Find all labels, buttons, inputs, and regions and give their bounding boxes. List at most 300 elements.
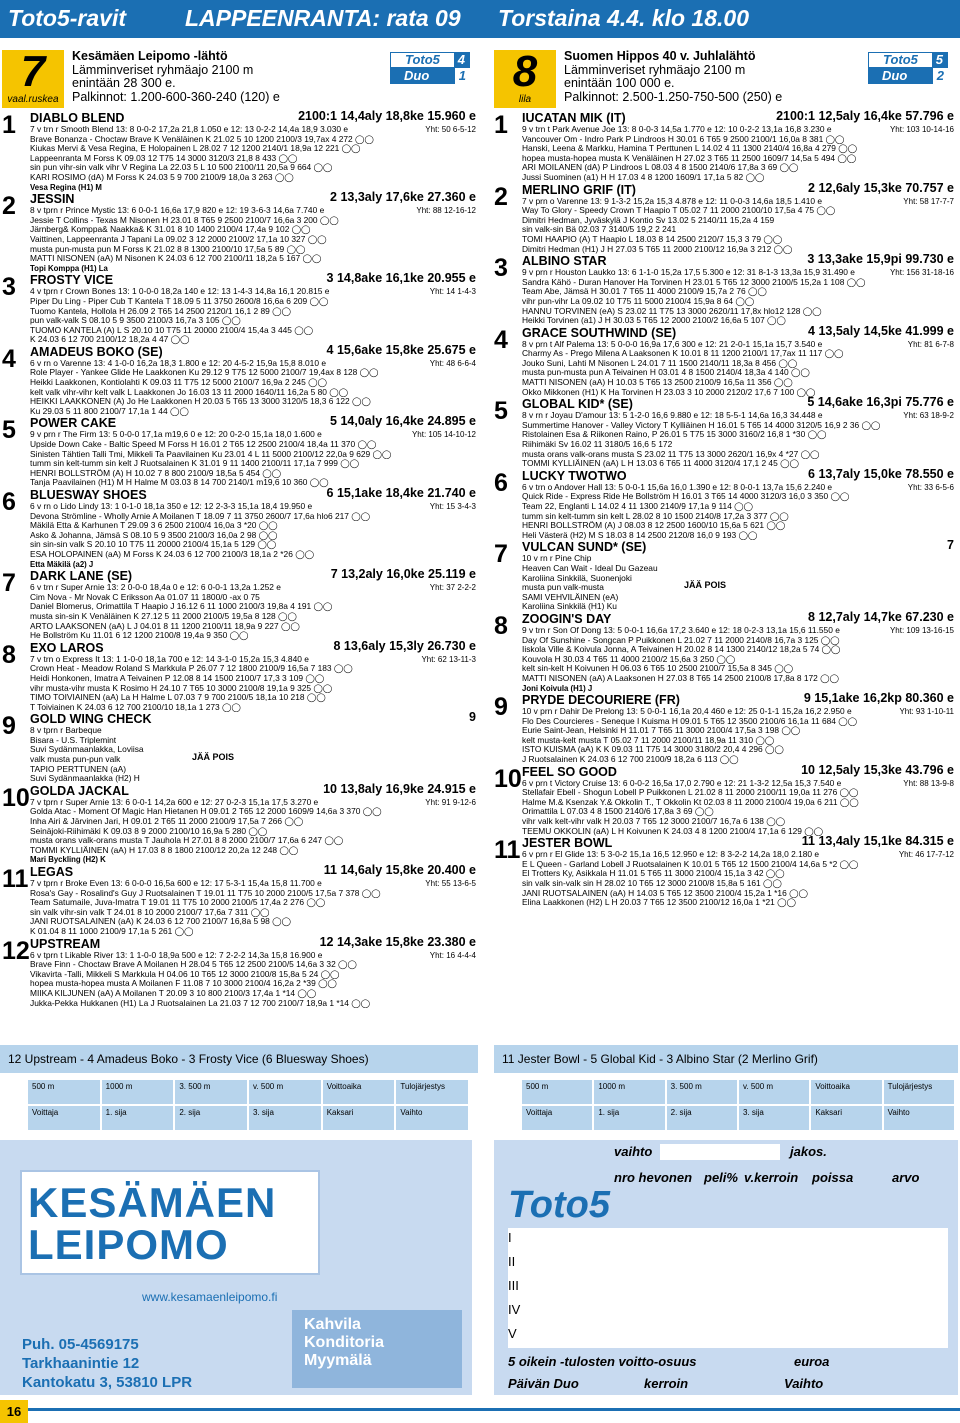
- duo-number: 1: [455, 68, 470, 84]
- horse-name: GRACE SOUTHWIND (SE): [522, 325, 677, 340]
- coupon-row-label: V: [508, 1326, 517, 1341]
- horse-stats: 6 13,7aly 15,0ke 78.550 e: [808, 466, 954, 481]
- horse-detail-line: El Trotters Ky, Asikkala H 11.01 5 T65 11 3000 2100/4 15,1a 3 42 ◯◯: [522, 869, 785, 879]
- race-7-header: [2, 46, 480, 112]
- horse-entry: [494, 691, 958, 765]
- result-cell: Kaksari: [323, 1106, 397, 1130]
- horse-stats: 10 12,5aly 15,3ke 43.796 e: [801, 762, 954, 777]
- horse-detail-line: TOMMI KYLLIÄINEN (aA) L H 13.03 6 T65 11 4000 3120/4 17,1 2 45 ◯◯: [522, 459, 799, 469]
- horse-detail-line: TIMO TOIVIAINEN (aA) La H Halme L 07.03 7 9 700 2100/5 18,1a 10 218 ◯◯: [30, 693, 326, 703]
- horse-entry: [2, 567, 480, 641]
- page-banner: [0, 0, 960, 38]
- horse-detail-line: Brave Bonanza - Choctaw Brave K Venäläinen K 21.02 5 10 1200 2100/3 19,7ax 4 272 ◯◯: [30, 134, 374, 144]
- horse-detail-line: Team Satumaile, Juva-Imatra T 19.01 11 T75 10 2000 2100/5 17,4a 2 276 ◯◯: [30, 898, 326, 908]
- horse-entry: [494, 252, 958, 326]
- horse-number: 12: [2, 936, 30, 965]
- horse-detail-line: Jukka-Pekka Hukkanen (H1) La J Ruotsalainen La 21.03 7 12 700 2100/7 18,9a 1 *14 ◯◯: [30, 998, 371, 1008]
- horse-number: 3: [494, 254, 508, 283]
- horse-detail-line: Suvi Sydänmaanlakka (H2) H: [30, 774, 140, 784]
- race-8-result-grid: [522, 1080, 954, 1132]
- advert-address: [22, 1335, 192, 1392]
- race-8-tips: 11 Jester Bowl - 5 Global Kid - 3 Albino Star (2 Merlino Grif): [494, 1045, 958, 1073]
- scratched-label: JÄÄ POIS: [684, 580, 727, 591]
- horse-number: 7: [494, 540, 508, 569]
- horse-detail-line: TOMI HAAPIO (A) T Haapio L 18.03 8 14 2500 2120/7 15,3 3 79 ◯◯: [522, 234, 783, 244]
- result-cell: 500 m: [28, 1080, 102, 1104]
- advert-street: Kantokatu 3, 53810 LPR: [22, 1374, 193, 1391]
- horse-detail-line: vihr pun-vihr La 09.02 10 T75 11 5000 2100/4 15,9a 8 64 ◯◯: [522, 296, 755, 306]
- horse-total: Yht: 62 13-11-3: [421, 654, 476, 664]
- horse-detail-line: T Toiviainen K 24.03 6 12 700 2100/10 18,1a 1 273 ◯◯: [30, 702, 241, 712]
- horse-name: FEEL SO GOOD: [522, 764, 617, 779]
- result-row: [522, 1106, 954, 1130]
- horse-total: Yht: 46 17-7-12: [898, 850, 954, 860]
- race-7-column: [2, 46, 480, 1009]
- result-cell: Tulojärjestys: [884, 1080, 954, 1104]
- result-cell: Kaksari: [811, 1106, 883, 1130]
- race-info: [72, 50, 280, 104]
- horse-number: 6: [2, 488, 16, 516]
- coupon-label: Päivän Duo: [508, 1376, 579, 1391]
- horse-name: PRYDE DECOURIERE (FR): [522, 693, 680, 708]
- horse-total: Yht: 50 6-5-12: [425, 125, 476, 134]
- horse-total: Yht: 88 13-9-8: [903, 778, 954, 788]
- horse-number: 4: [494, 325, 508, 354]
- horse-entry: [494, 834, 958, 908]
- horse-detail-line: Way To Glory - Speedy Crown T Haapio T 05.02 7 11 2000 2100/10 17,5a 4 75 ◯◯: [522, 206, 836, 216]
- horse-name: ZOOGIN'S DAY: [522, 611, 612, 626]
- horse-number: 8: [2, 640, 16, 669]
- horse-name: GLOBAL KID* (SE): [522, 397, 633, 412]
- horse-detail-line: musta pun valk-musta: [522, 583, 604, 593]
- horse-stats: 11 14,6aly 15,8ke 20.400 e: [323, 863, 476, 877]
- horse-detail-line: Heaven Can Wait - Ideal Du Gazeau: [522, 563, 658, 573]
- horse-detail-line: Seinäjoki-Riihimäki K 09.03 8 9 2000 2100/10 16,9a 5 280 ◯◯: [30, 826, 268, 836]
- result-cell: Vaihto: [396, 1106, 468, 1130]
- result-cell: Voittaja: [28, 1106, 102, 1130]
- horse-entry: [2, 934, 480, 1009]
- horse-detail-line: MATTI NISONEN (aA) M Nisonen K 24.03 6 12 700 2100/11 18,2a 5 167 ◯◯: [30, 254, 322, 264]
- horse-detail-line: ISTO KUISMA (aA) K K 09.03 11 T75 14 3000 3180/2 20,4 4 296 ◯◯: [522, 745, 784, 755]
- horse-detail-line: Ku 29.03 5 11 800 2100/7 17,1a 1 44 ◯◯: [30, 406, 189, 416]
- race-7-result-grid: [28, 1080, 468, 1132]
- race-limit: enintään 100 000 e.: [564, 76, 675, 90]
- race-number: 7: [20, 47, 46, 96]
- horse-detail-line: musta pun-musta pun A Teivainen H 03.01 4 8 1500 2140/4 18,3a 4 140 ◯◯: [522, 368, 810, 378]
- horse-total: Yht: 55 13-6-5: [425, 879, 476, 888]
- horse-detail-line: TEEMU OKKOLIN (aA) L H Koivunen K 24.03 4 8 1200 2100/4 17,1a 6 129 ◯◯: [522, 826, 824, 836]
- horse-detail-line: 9 v prn r Houston Laukko 13: 6 1-1-0 15,2a 17,5 5.300 e 12: 31 8-1-3 13,3a 15,9 31.490 e: [522, 268, 855, 278]
- horse-stats: 2 13,3aly 17,6ke 27.360 e: [330, 190, 476, 205]
- horse-stats: 7 13,2aly 16,0ke 25.119 e: [330, 567, 476, 582]
- horse-stats: 12 14,3ake 15,8ke 23.380 e: [319, 934, 476, 949]
- horse-detail-line: musta orans valk-orans musta S 23.02 11 T75 13 3000 2620/1 16,9x 4 *27 ◯◯: [522, 449, 820, 459]
- horse-name: LEGAS: [30, 865, 74, 879]
- horse-name: IUCATAN MIK (IT): [522, 111, 626, 125]
- horse-detail-line: 10 v rn r Pine Chip: [522, 554, 592, 564]
- horse-detail-line: Quick Ride - Express Ride He Bollström H 16.01 3 T65 14 4000 3120/3 16,0 3 350 ◯◯: [522, 492, 850, 502]
- toto-label: Toto5: [405, 52, 440, 67]
- horse-trainer: Joni Koivula (H1) J: [522, 683, 593, 693]
- horse-detail-line: 6 v trn r Super Arnie 13: 2 0-0-0 18,4a 0 e 12: 6 0-0-1 13,2a 1.252 e: [30, 583, 281, 593]
- horse-detail-line: sin valk vihr-sin valk T 24.01 8 10 2000 2100/7 17,6a 7 311 ◯◯: [30, 907, 270, 917]
- horse-detail-line: Okko Mikkonen (H1) K Ha Torvinen H 23.03 3 10 2000 2120/2 17,6 7 100 ◯◯: [522, 387, 816, 397]
- horse-detail-line: 8 v rn r Joyau D'amour 13: 5 1-2-0 16,6 9.880 e 12: 18 5-5-1 14,6a 16,3 34.448 e: [522, 411, 823, 421]
- result-cell: 1. sija: [594, 1106, 666, 1130]
- horse-number: 9: [2, 712, 16, 741]
- horse-detail-line: 6 v rn o Varenne 13: 4 1-0-0 16,2a 18,3 1.800 e 12: 20 4-5-2 15,9a 15,8 8.010 e: [30, 358, 326, 368]
- horse-detail-line: 10 v prn r Dahir De Prelong 13: 5 0-0-1 16,1a 20,4 460 e 12: 25 0-1-1 15,2a 16,2 2.950 e: [522, 707, 852, 717]
- coupon-row-label: I: [508, 1230, 512, 1245]
- horse-detail-line: Suvi Sydänmaanlakka, Loviisa: [30, 745, 144, 755]
- horse-detail-line: Team 22, Englanti L 14.02 4 11 1300 2140/9 17,1a 9 114 ◯◯: [522, 502, 753, 511]
- coupon-row-label: II: [508, 1254, 516, 1269]
- horse-list: [494, 109, 958, 908]
- horse-detail-line: 6 v trn o Andover Hall 13: 5 0-0-1 15,6a 16,0 1.390 e 12: 8 0-0-1 13,7a 15,6 2.240 e: [522, 482, 833, 492]
- horse-number: 1: [2, 111, 16, 139]
- horse-number: 5: [2, 416, 16, 445]
- horse-number: 1: [494, 111, 508, 139]
- result-cell: v. 500 m: [249, 1080, 323, 1104]
- horse-stats: 5 14,0aly 16,4ke 24.895 e: [330, 414, 476, 429]
- horse-detail-line: sin valk sin-valk sin H 28.02 10 T65 12 3000 2100/8 15,8a 5 161 ◯◯: [522, 879, 782, 888]
- coupon-label: peli%: [704, 1170, 738, 1185]
- horse-name: DIABLO BLEND: [30, 111, 125, 125]
- result-cell: 1000 m: [102, 1080, 176, 1104]
- coupon-entry-table[interactable]: [508, 1228, 948, 1348]
- horse-detail-line: 7 v trn o Express It 13: 1 1-0-0 18,1a 700 e 12: 14 3-1-0 15,2a 15,3 4.840 e: [30, 654, 309, 664]
- coupon-label: Vaihto: [784, 1376, 824, 1391]
- horse-total: Yht: 16 4-4-4: [429, 950, 476, 960]
- horse-detail-line: Dimitri Hedman, Jyväskylä J Kontio Sv 13.02 5 2140/11 15,2a 4 159: [522, 215, 775, 225]
- horse-detail-line: 9 v trn t Park Avenue Joe 13: 8 0-0-3 14,5a 1.770 e 12: 10 0-2-2 13,1a 16,8 3.230 e: [522, 125, 832, 134]
- result-cell: Voittoaika: [811, 1080, 883, 1104]
- horse-detail-line: Day Of Sunshine - Songcan P Puikkonen L 21.02 7 11 2000 2140/8 16,7a 3 125 ◯◯: [522, 635, 840, 645]
- advert-cafe-line: Kahvila: [304, 1316, 361, 1333]
- duo-label: Duo: [404, 68, 430, 83]
- result-cell: 2. sija: [175, 1106, 249, 1130]
- horse-stats: 4 13,5aly 14,5ke 41.999 e: [808, 323, 954, 338]
- horse-entry: [494, 609, 958, 693]
- race-color: vaal.ruskea: [7, 94, 59, 105]
- result-cell: 3. sija: [739, 1106, 811, 1130]
- horse-detail-line: J Ruotsalainen K 24.03 6 12 700 2100/9 18,2a 6 113 ◯◯: [522, 755, 739, 765]
- horse-detail-line: 7 v tprn r Broke Even 13: 6 0-0-0 16,5a 600 e 12: 17 5-3-1 15,4a 15,8 11.700 e: [30, 879, 322, 888]
- coupon-row-label: III: [508, 1278, 519, 1293]
- horse-number: 9: [494, 693, 508, 722]
- horse-entry: [2, 486, 480, 569]
- horse-name: BLUESWAY SHOES: [30, 488, 147, 502]
- race-8-header: [494, 46, 958, 112]
- horse-entry: [2, 781, 480, 865]
- horse-detail-line: SAMI VEHVILÄINEN (eA): [522, 592, 619, 602]
- race-prizes: Palkinnot: 1.200-600-360-240 (120) e: [72, 89, 280, 104]
- horse-detail-line: kelt musta-kelt musta T 05.02 7 11 2000 2100/11 18,9a 11 310 ◯◯: [522, 735, 775, 745]
- horse-name: POWER CAKE: [30, 416, 117, 431]
- horse-detail-line: Vikavirta -Talli, Mikkeli S Markkula H 04.06 10 T65 12 3000 2100/8 15,8a 5 24 ◯◯: [30, 969, 340, 979]
- horse-trainer: Etta Mäkilä (a2) J: [30, 559, 94, 569]
- horse-detail-line: K 24.03 6 12 700 2100/12 18,2a 4 47 ◯◯: [30, 335, 190, 345]
- horse-entry: [2, 271, 480, 345]
- horse-detail-line: tumm sin kelt-tumm sin kelt J Ruotsalainen K 31.01 9 11 1400 2100/11 17,1a 7 999 ◯◯: [30, 459, 359, 469]
- toto-number: 4: [454, 53, 469, 67]
- horse-stats: 4 15,6ake 15,8ke 25.675 e: [326, 342, 476, 357]
- horse-detail-line: Inha Airi & Järvinen Jari, H 09.01 2 T65 11 2000 2100/9 17,5a 7 266 ◯◯: [30, 817, 304, 827]
- page-divider: [28, 1408, 960, 1411]
- coupon-label: jakos.: [790, 1144, 827, 1159]
- horse-name: FROSTY VICE: [30, 273, 114, 288]
- horse-name: GOLD WING CHECK: [30, 712, 152, 727]
- horse-detail-line: tumm sin kelt-tumm sin kelt L 28.02 8 10 1500 2140/8 17,2a 3 377 ◯◯: [522, 511, 789, 521]
- advert-street: Tarkhaanintie 12: [22, 1355, 140, 1372]
- horse-detail-line: Upside Down Cake - Baltic Speed M Forss H 16.01 2 T65 12 2500 2100/4 18,4a 11 370 ◯◯: [30, 440, 377, 450]
- horse-detail-line: Summertime Hanover - Valley Victory T Kylliäinen H 16.01 5 T65 14 4000 3120/5 16,9 2 36 ◯◯: [522, 420, 881, 430]
- horse-total: Yht: 91 9-12-6: [425, 797, 476, 807]
- toto-number: 5: [932, 53, 947, 67]
- horse-detail-line: Sandra Kähö - Duran Hanover Ha Torvinen H 23.01 5 T65 12 3000 2100/5 15,2a 1 108 ◯◯: [522, 277, 866, 287]
- horse-total: Yht: 37 2-2-2: [429, 583, 476, 593]
- horse-detail-line: 6 v prn t Victory Cruise 13: 6 0-0-2 16,5a 17,0 2.790 e 12: 21 1-3-2 12,5a 15,3 7.540 e: [522, 778, 842, 788]
- coupon-label: poissa: [812, 1170, 854, 1185]
- horse-detail-line: Jessie T Collins - Texas M Nisonen H 23.01 8 T65 9 2500 2100/7 16,6a 3 200 ◯◯: [30, 215, 339, 225]
- horse-detail-line: Orimattila L 07.03 4 8 1500 2140/6 17,8a 3 69 ◯◯: [522, 807, 714, 817]
- horse-name: EXO LAROS: [30, 640, 104, 655]
- horse-detail-line: musta orans valk-orans musta T Jauhola H 27.01 8 8 2000 2100/7 17,6a 6 247 ◯◯: [30, 836, 344, 846]
- horse-name: AMADEUS BOKO (SE): [30, 344, 163, 359]
- horse-detail-line: Team Abe, Jämsä H 30.01 7 T65 11 4000 2100/9 15,7a 2 76 ◯◯: [522, 287, 767, 297]
- horse-total: Yht: 15 3-4-3: [429, 502, 476, 511]
- banner-date: Torstaina 4.4. klo 18.00: [498, 5, 749, 31]
- horse-stats: 3 13,3ake 15,9pi 99.730 e: [807, 252, 954, 267]
- horse-number: 5: [494, 397, 508, 426]
- horse-detail-line: 8 v tprn r Barbeque: [30, 726, 102, 736]
- horse-number: 4: [2, 344, 16, 373]
- horse-name: JESTER BOWL: [522, 836, 613, 851]
- horse-stats: 11 13,4aly 15,1ke 84.315 e: [801, 834, 954, 849]
- horse-detail-line: sin pun vihr-sin valk vihr V Regina La 22.03 5 L 10 500 2100/11 20,5a 9 664 ◯◯: [30, 163, 333, 173]
- horse-detail-line: Heikki Laakkonen, Kontiolahti K 09.03 11 T75 12 5000 2100/7 16,9a 2 245 ◯◯: [30, 378, 327, 388]
- coupon-label: vaihto: [614, 1144, 653, 1159]
- horse-detail-line: 8 v tprn r Prince Mystic 13: 6 0-0-1 16,6a 17,9 820 e 12: 19 3-6-3 14,6a 7.740 e: [30, 206, 325, 216]
- horse-detail-line: pun valk-valk S 08.10 5 9 3500 2100/3 16,7a 3 105 ◯◯: [30, 316, 241, 326]
- horse-stats: 6 15,1ake 18,4ke 21.740 e: [326, 486, 476, 500]
- race-number-badge: [2, 47, 64, 108]
- horse-entry: [2, 710, 480, 784]
- horse-detail-line: 7 v trn r Smooth Blend 13: 8 0-0-2 17,2a 21,8 1.050 e 12: 13 0-2-2 14,4a 18,9 3.030 e: [30, 125, 349, 134]
- horse-detail-line: vihr musta-vihr musta K Rosimo H 24.10 7 T65 10 3000 2100/8 19,1a 9 325 ◯◯: [30, 683, 333, 693]
- horse-detail-line: Piper Du Ling - Piper Cub T Kantela T 18.09 5 11 3750 2600/8 16,6a 6 209 ◯◯: [30, 296, 329, 306]
- horse-name: MERLINO GRIF (IT): [522, 182, 636, 197]
- result-cell: Voittaja: [522, 1106, 594, 1130]
- horse-total: Yht: 63 18-9-2: [903, 411, 954, 421]
- advert-brand: [28, 1179, 277, 1268]
- coupon-label: arvo: [892, 1170, 920, 1185]
- horse-detail-line: JANI RUOTSALAINEN (aA) H 14.03 5 T65 12 3500 2100/4 15,2a 1 *16 ◯◯: [522, 888, 808, 898]
- horse-detail-line: sin valk-sin Bä 02.03 7 3140/5 19,2 2 241: [522, 225, 677, 235]
- result-cell: 2. sija: [667, 1106, 739, 1130]
- horse-detail-line: MATTI NISONEN (aA) A Laaksonen H 27.03 8 T65 14 2500 2100/8 17,8a 8 172 ◯◯: [522, 673, 839, 683]
- horse-detail-line: 6 v prn r El Glide 13: 5 3-0-2 15,1a 16,5 12.950 e 12: 8 3-2-2 14,2a 18,0 2.180 e: [522, 850, 820, 860]
- horse-detail-line: 7 v tprn r Super Arnie 13: 6 0-0-1 14,2a 600 e 12: 27 0-2-3 15,1a 17,5 3.270 e: [30, 797, 319, 807]
- coupon-vaihto-field[interactable]: [660, 1144, 780, 1160]
- horse-detail-line: kelt valk vihr-vihr kelt valk L Laakkonen Jo 16.03 13 11 2000 1640/11 16,2a 5 80 ◯◯: [30, 387, 348, 397]
- banner-title: Toto5-ravit: [8, 5, 126, 31]
- result-cell: 1000 m: [594, 1080, 666, 1104]
- horse-trainer: Topi Komppa (H1) La: [30, 263, 108, 273]
- result-row: [28, 1106, 468, 1130]
- horse-stats: 5 14,6ake 16,3pi 75.776 e: [807, 395, 954, 410]
- race-number-badge: [494, 47, 556, 108]
- horse-detail-line: 6 v tprn t Likable River 13: 1 1-0-0 18,9a 500 e 12: 7 2-2-2 14,3a 15,8 16.900 e: [30, 950, 323, 960]
- horse-number: 10: [494, 764, 522, 793]
- horse-detail-line: Järnberg& Komppa& Naakka& K 31.01 8 10 1400 2100/4 17,4a 9 102 ◯◯: [30, 225, 311, 235]
- horse-name: GOLDA JACKAL: [30, 783, 129, 798]
- result-cell: 3. 500 m: [175, 1080, 249, 1104]
- horse-detail-line: Devona Strömline - Wholly Arnie A Moilanen T 18.09 7 11 3750 2600/7 17,6a hlo6 217 ◯◯: [30, 511, 371, 521]
- horse-detail-line: Asko & Johanna, Jämsä S 08.10 5 9 3500 2100/3 16,0a 2 98 ◯◯: [30, 530, 278, 540]
- horse-name: VULCAN SUND* (SE): [522, 540, 647, 555]
- horse-entry: [494, 395, 958, 469]
- horse-detail-line: E L Queen - Garland Lobell J Ruotsalainen K 10.01 5 T65 12 1500 2100/4 14,6a 5 *2 ◯◯: [522, 859, 859, 869]
- horse-detail-line: Halme M.& Ksenzak Y.& Okkolin T., T Okkolin Kt 02.03 8 11 2000 2100/4 19,0a 6 211 ◯◯: [522, 797, 859, 807]
- result-cell: Tulojärjestys: [396, 1080, 468, 1104]
- horse-detail-line: 8 v prn t Alf Palema 13: 5 0-0-0 16,9a 17,6 300 e 12: 21 2-0-1 15,1a 15,7 3.540 e: [522, 339, 823, 349]
- horse-total: Yht: 48 6-6-4: [429, 358, 476, 368]
- horse-detail-line: Vaittinen, Lappeenranta J Tapani La 09.02 3 12 2000 2100/2 17,1a 10 327 ◯◯: [30, 234, 327, 244]
- horse-entry: [494, 538, 958, 612]
- horse-detail-line: hopea musta-hopea musta K Venäläinen H 27.02 3 T65 11 2500 1609/7 14,5a 5 494 ◯◯: [522, 153, 857, 163]
- horse-stats: 3 14,8ake 16,1ke 20.955 e: [326, 271, 476, 286]
- horse-detail-line: Tuomo Kantela, Hollola H 26.09 2 T65 14 2500 2120/1 16,1 2 89 ◯◯: [30, 306, 291, 316]
- banner-track: LAPPEENRANTA: rata 09: [185, 5, 461, 31]
- horse-entry: [494, 762, 958, 837]
- race-7-tips: 12 Upstream - 4 Amadeus Boko - 3 Frosty Vice (6 Bluesway Shoes): [0, 1045, 478, 1073]
- horse-detail-line: Eurie Saint-Jean, Helsinki H 11.01 7 T65 11 3000 2100/4 17,5a 3 198 ◯◯: [522, 726, 801, 736]
- horse-detail-line: Jouko Suni, Lahti M Nisonen L 24.01 7 11 1500 2140/11 18,3a 8 456 ◯◯: [522, 358, 798, 368]
- horse-detail-line: Karoliina Sinkkilä, Suonenjoki: [522, 573, 632, 583]
- horse-detail-line: Kiukas Mervi & Vesa Regina, E Holopainen L 28.02 7 12 1200 2140/1 18,9a 12 221 ◯◯: [30, 144, 361, 154]
- horse-total: Yht: 105 14-10-12: [411, 430, 476, 440]
- race-class: Lämminveriset ryhmäajo 2100 m: [564, 62, 746, 77]
- horse-detail-line: Crown Heat - Meadow Roland S Markkula P 26.07 7 12 1800 2100/9 16,5a 7 183 ◯◯: [30, 664, 353, 674]
- horse-entry: [494, 180, 958, 255]
- bet-logo: [868, 52, 948, 84]
- duo-number: 2: [933, 68, 948, 84]
- horse-detail-line: valk musta pun-pun valk: [30, 755, 121, 765]
- result-row: [522, 1080, 954, 1104]
- horse-number: 8: [494, 611, 508, 640]
- race-8-column: [494, 46, 958, 909]
- horse-detail-line: Role Player - Yankee Glide He Laakkonen Ku 29.12 9 T75 12 5000 2100/7 19,4ax 8 128 ◯◯: [30, 368, 379, 378]
- bet-logo: [390, 52, 470, 84]
- horse-total: Yht: 103 10-14-16: [889, 125, 954, 134]
- race-prizes: Palkinnot: 2.500-1.250-750-500 (250) e: [564, 89, 783, 104]
- horse-detail-line: JANI RUOTSALAINEN (aA) K 24.03 6 12 700 2100/7 16,8a 5 98 ◯◯: [30, 917, 291, 927]
- horse-stats: 8 12,7aly 14,7ke 67.230 e: [808, 609, 954, 624]
- advert-cafe-line: Myymälä: [304, 1352, 372, 1369]
- horse-detail-line: 9 v prn r The Firm 13: 5 0-0-0 17,1a m19,6 0 e 12: 20 0-2-0 15,1a 18,0 1.600 e: [30, 430, 322, 440]
- horse-detail-line: hopea musta-hopea musta A Moilanen F 11.08 7 10 3000 2100/4 16,2a 2 *39 ◯◯: [30, 979, 337, 989]
- race-class: Lämminveriset ryhmäajo 2100 m: [72, 62, 254, 77]
- horse-detail-line: Tanja Paavilainen (H1) M H Halme M 03.03 8 14 700 2140/1 m19,6 10 360 ◯◯: [30, 478, 329, 488]
- horse-detail-line: HEIKKI LAAKKONEN (A) Jo He Laakkonen H 20.03 5 T65 13 3000 3120/5 18,3 6 122 ◯◯: [30, 397, 371, 407]
- horse-total: Yht: 88 12-16-12: [416, 206, 476, 216]
- horse-detail-line: Riihimäki Sv 16.02 11 3180/5 16,6 5 172: [522, 440, 673, 450]
- toto-label: Toto5: [883, 52, 918, 67]
- horse-detail-line: ARI MOILANEN (dA) P Lindroos L 08.03 4 8 1500 2140/6 17,8a 3 69 ◯◯: [522, 163, 799, 173]
- horse-detail-line: Elina Laakkonen (H2) L H 20.03 7 T65 12 3500 2100/12 16,0a 1 *21 ◯◯: [522, 898, 796, 908]
- horse-number: 11: [2, 865, 29, 893]
- horse-total: Yht: 93 1-10-11: [899, 707, 954, 717]
- horse-trainer: Mari Byckling (H2) K: [30, 855, 106, 865]
- horse-detail-line: Brave Finn - Choctaw Brave A Moilanen H 28.04 5 T65 12 2500 2100/5 14,6a 3 32 ◯◯: [30, 960, 357, 970]
- coupon-label: v.kerroin: [744, 1170, 799, 1185]
- result-cell: 1. sija: [102, 1106, 176, 1130]
- result-cell: 3. 500 m: [667, 1080, 739, 1104]
- advert-phone: Puh. 05-4569175: [22, 1336, 139, 1353]
- result-cell: Vaihto: [884, 1106, 954, 1130]
- horse-detail-line: TUOMO KANTELA (A) L S 20.10 10 T75 11 20000 2100/4 15,4a 3 445 ◯◯: [30, 325, 314, 335]
- race-number: 8: [512, 47, 538, 96]
- result-cell: 3. sija: [249, 1106, 323, 1130]
- horse-detail-line: HENRI BOLLSTRÖM (A) H 10.02 7 8 800 2100/9 18,5a 5 454 ◯◯: [30, 468, 282, 478]
- toto5-logo: Toto5: [508, 1184, 611, 1226]
- horse-entry: [494, 466, 958, 541]
- horse-detail-line: Cim Nova - Mr Novak C Eriksson Aa 01.07 11 1800/0 -ax 0 75: [30, 592, 260, 602]
- coupon-row-label: IV: [508, 1302, 521, 1317]
- horse-detail-line: Vancouver Om - Indro Park P Lindroos H 30.01 6 T65 9 2500 2100/1 16,0a 8 381 ◯◯: [522, 134, 845, 144]
- horse-detail-line: vihr valk kelt-vihr valk H 20.03 7 T65 12 3000 2100/7 16,7a 6 138 ◯◯: [522, 817, 786, 827]
- horse-total: Yht: 58 17-7-7: [903, 196, 954, 206]
- advert-cafe-line: Konditoria: [304, 1334, 384, 1351]
- horse-detail-line: Charmy As - Prego Milena A Laaksonen K 10.01 8 11 1200 2100/1 17,7ax 11 117 ◯◯: [522, 349, 844, 359]
- advert-brand-line: KESÄMÄEN: [28, 1179, 277, 1226]
- horse-total: Yht: 81 6-7-8: [907, 339, 954, 349]
- horse-trainer: Vesa Regina (H1) M: [30, 182, 102, 192]
- page-number: 16: [0, 1400, 28, 1423]
- horse-detail-line: MIIKA KILJUNEN (aA) A Moilanen T 20.09 3 10 800 2100/3 17,4a 1 *14 ◯◯: [30, 988, 317, 998]
- horse-detail-line: Daniel Blomerus, Orimattila T Haapio J 16.12 6 11 1000 2100/3 19,8a 4 191 ◯◯: [30, 602, 333, 612]
- horse-detail-line: sin sin-sin valk S 20.10 10 T75 11 20000 2100/4 15,1a 5 129 ◯◯: [30, 540, 277, 550]
- horse-detail-line: He Bollström Ku 11.01 6 12 1200 2100/8 19,4a 9 350 ◯◯: [30, 631, 249, 641]
- horse-entry: [2, 342, 480, 417]
- horse-detail-line: Stellafair Ebell - Shogun Lobell P Puikkonen L 21.02 8 11 2000 2100/11 19,0a 11 276 ◯◯: [522, 788, 859, 798]
- horse-number: 3: [2, 273, 16, 302]
- horse-detail-line: K 01.04 8 11 1000 2100/9 17,1a 5 261 ◯◯: [30, 926, 194, 936]
- result-cell: v. 500 m: [739, 1080, 811, 1104]
- horse-detail-line: Sinisten Tähtien Talli Tmi, Mikkeli Ta Paavilainen Ku 23.01 4 L 11 5000 2100/12 22,0a 9 629 ◯◯: [30, 449, 392, 459]
- horse-detail-line: Heli Västerä (H2) M S 18.03 8 14 2500 2120/8 16,0 9 193 ◯◯: [522, 530, 758, 540]
- horse-detail-line: Heidi Honkonen, Imatra A Teivainen P 12.08 8 14 1500 2100/7 17,3 3 109 ◯◯: [30, 673, 325, 683]
- race-title: Kesämäen Leipomo -lähtö: [72, 49, 228, 63]
- result-row: [28, 1080, 468, 1104]
- horse-detail-line: kelt sin-kelt H Koivunen H 06.03 6 T65 10 2500 2100/7 15,5a 8 345 ◯◯: [522, 664, 793, 674]
- result-cell: Voittoaika: [323, 1080, 397, 1104]
- horse-detail-line: Dimitri Hedman (H1) J H 27.03 5 T65 11 2000 2100/12 16,9a 3 212 ◯◯: [522, 244, 793, 254]
- horse-name: DARK LANE (SE): [30, 569, 133, 584]
- horse-stats: 10 13,8aly 16,9ke 24.915 e: [323, 781, 476, 796]
- race-color: lila: [518, 94, 532, 105]
- horse-detail-line: Iiskola Ville & Koivula Jonna, A Teivainen H 20.02 8 14 1300 2140/12 18,2a 5 74 ◯◯: [522, 645, 841, 655]
- horse-name: LUCKY TWOTWO: [522, 468, 627, 483]
- horse-list: [2, 109, 480, 1008]
- horse-detail-line: Flo Des Courcieres - Seneque I Kuisma H 09.01 5 T65 12 3500 2100/6 16,1a 11 684 ◯◯: [522, 716, 858, 726]
- advert-brand-line: LEIPOMO: [28, 1221, 229, 1268]
- horse-detail-line: Ristolainen Esa & Riikonen Raino, P 26.01 5 T75 15 3000 3160/2 16,8 1 *30 ◯◯: [522, 430, 827, 440]
- horse-detail-line: Kouvola H 30.03 4 T65 11 4000 2100/2 15,6a 3 250 ◯◯: [522, 654, 736, 664]
- horse-entry: [2, 638, 480, 713]
- coupon-label: euroa: [794, 1354, 830, 1369]
